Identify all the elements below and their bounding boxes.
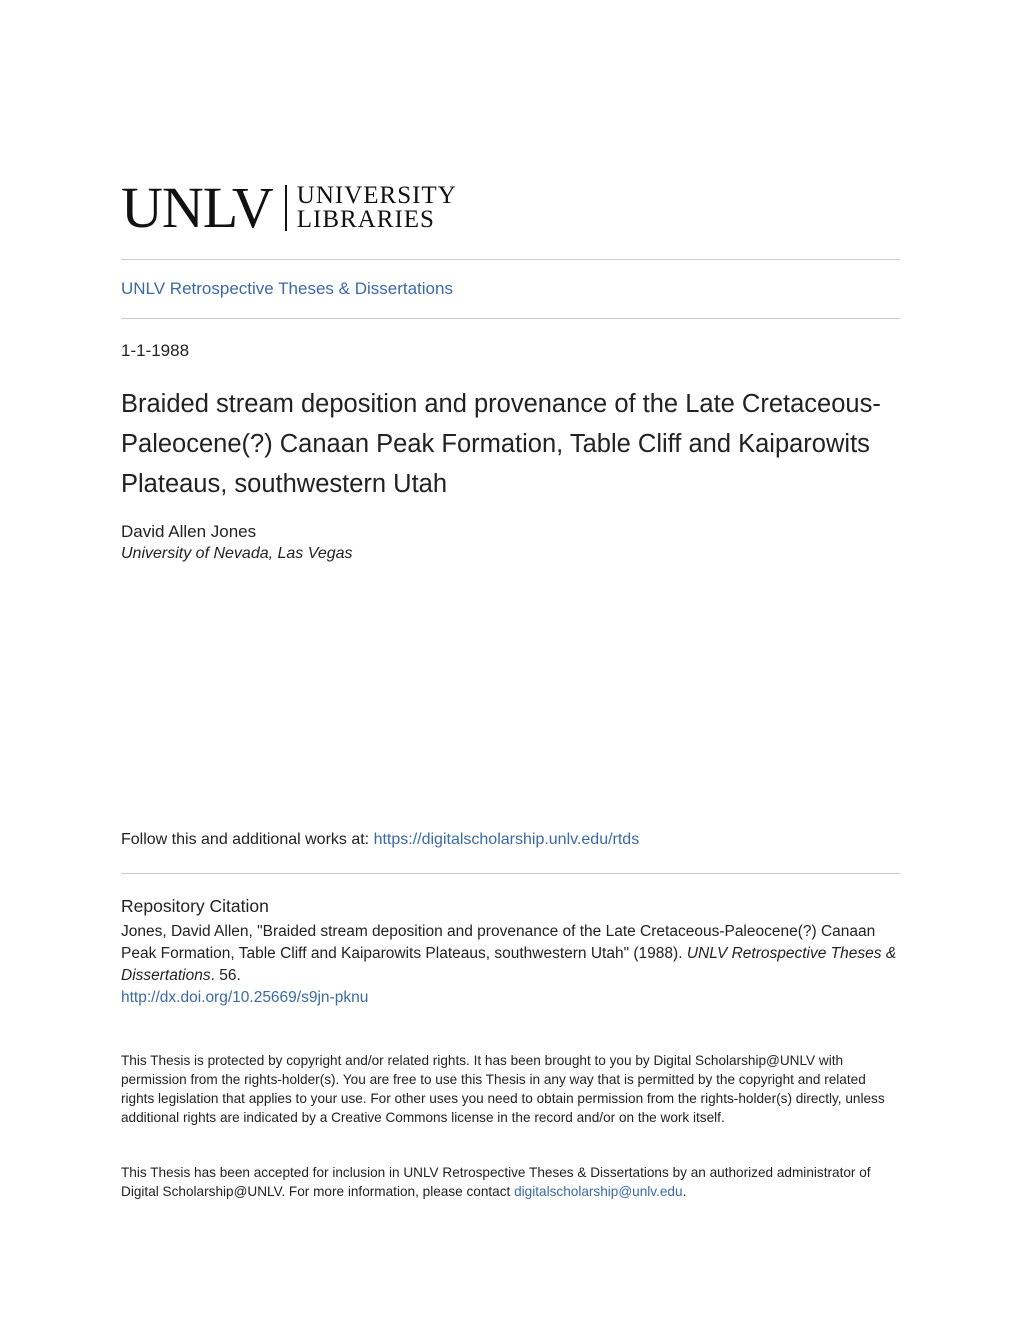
- citation-heading: Repository Citation: [121, 896, 269, 916]
- logo-divider: [285, 185, 287, 231]
- logo-unlv-wordmark: UNLV: [121, 175, 273, 240]
- citation-text: [121, 921, 901, 1009]
- series-link[interactable]: UNLV Retrospective Theses & Dissertations: [121, 279, 453, 298]
- author-affiliation: University of Nevada, Las Vegas: [121, 545, 353, 562]
- document-title: Braided stream deposition and provenance of the Late Cretaceous-Paleocene(?) Canaan Peak Formation, Table Cliff and Kaiparowits Plateaus, southwestern Utah: [121, 390, 881, 498]
- divider-citation: [121, 873, 900, 874]
- author-name: David Allen Jones: [121, 522, 257, 541]
- doi-link[interactable]: http://dx.doi.org/10.25669/s9jn-pknu: [121, 989, 369, 1006]
- follow-link[interactable]: https://digitalscholarship.unlv.edu/rtds: [373, 831, 640, 848]
- publication-date: 1-1-1988: [121, 341, 190, 360]
- rights-notice: This Thesis is protected by copyright and/or related rights. It has been brought to you by Digital Scholarship@UNLV with permission from the rights-holder(s). You are free to use this Thesis in any way that is permitted by the copyright and related rights legislation that applies to your use. For other uses you need to obtain permission from the rights-holder(s) directly, unless additional rights are indicated by a Creative Commons license in the record and/or on the work itself.: [121, 1053, 885, 1125]
- contact-email-link[interactable]: digitalscholarship@unlv.edu: [514, 1184, 683, 1199]
- unlv-libraries-logo: [121, 175, 457, 240]
- citation-number: . 56.: [210, 967, 241, 984]
- logo-libraries-wordmark: UNIVERSITY LIBRARIES: [296, 182, 457, 233]
- divider-series: [121, 318, 900, 319]
- follow-label: Follow this and additional works at:: [121, 831, 374, 848]
- acceptance-notice: This Thesis has been accepted for inclusion in UNLV Retrospective Theses & Dissertations by an authorized administrator of Digital Scholarship@UNLV. For more information, please contact digitalscholarship@unlv.edu.: [121, 1165, 871, 1199]
- acceptance-text: This Thesis has been accepted for inclusion in UNLV Retrospective Theses & Dissertations by an authorized administrator of Digital Scholarship@UNLV. For more information, please contact: [121, 1165, 871, 1199]
- citation-journal: UNLV Retrospective Theses & Dissertations: [121, 945, 897, 984]
- divider-top: [121, 259, 900, 260]
- citation-reference: Jones, David Allen, "Braided stream deposition and provenance of the Late Cretaceous-Paleocene(?) Canaan Peak Formation, Table Cliff and Kaiparowits Plateaus, southwestern Utah" (1988).: [121, 923, 876, 962]
- follow-line: [121, 831, 639, 849]
